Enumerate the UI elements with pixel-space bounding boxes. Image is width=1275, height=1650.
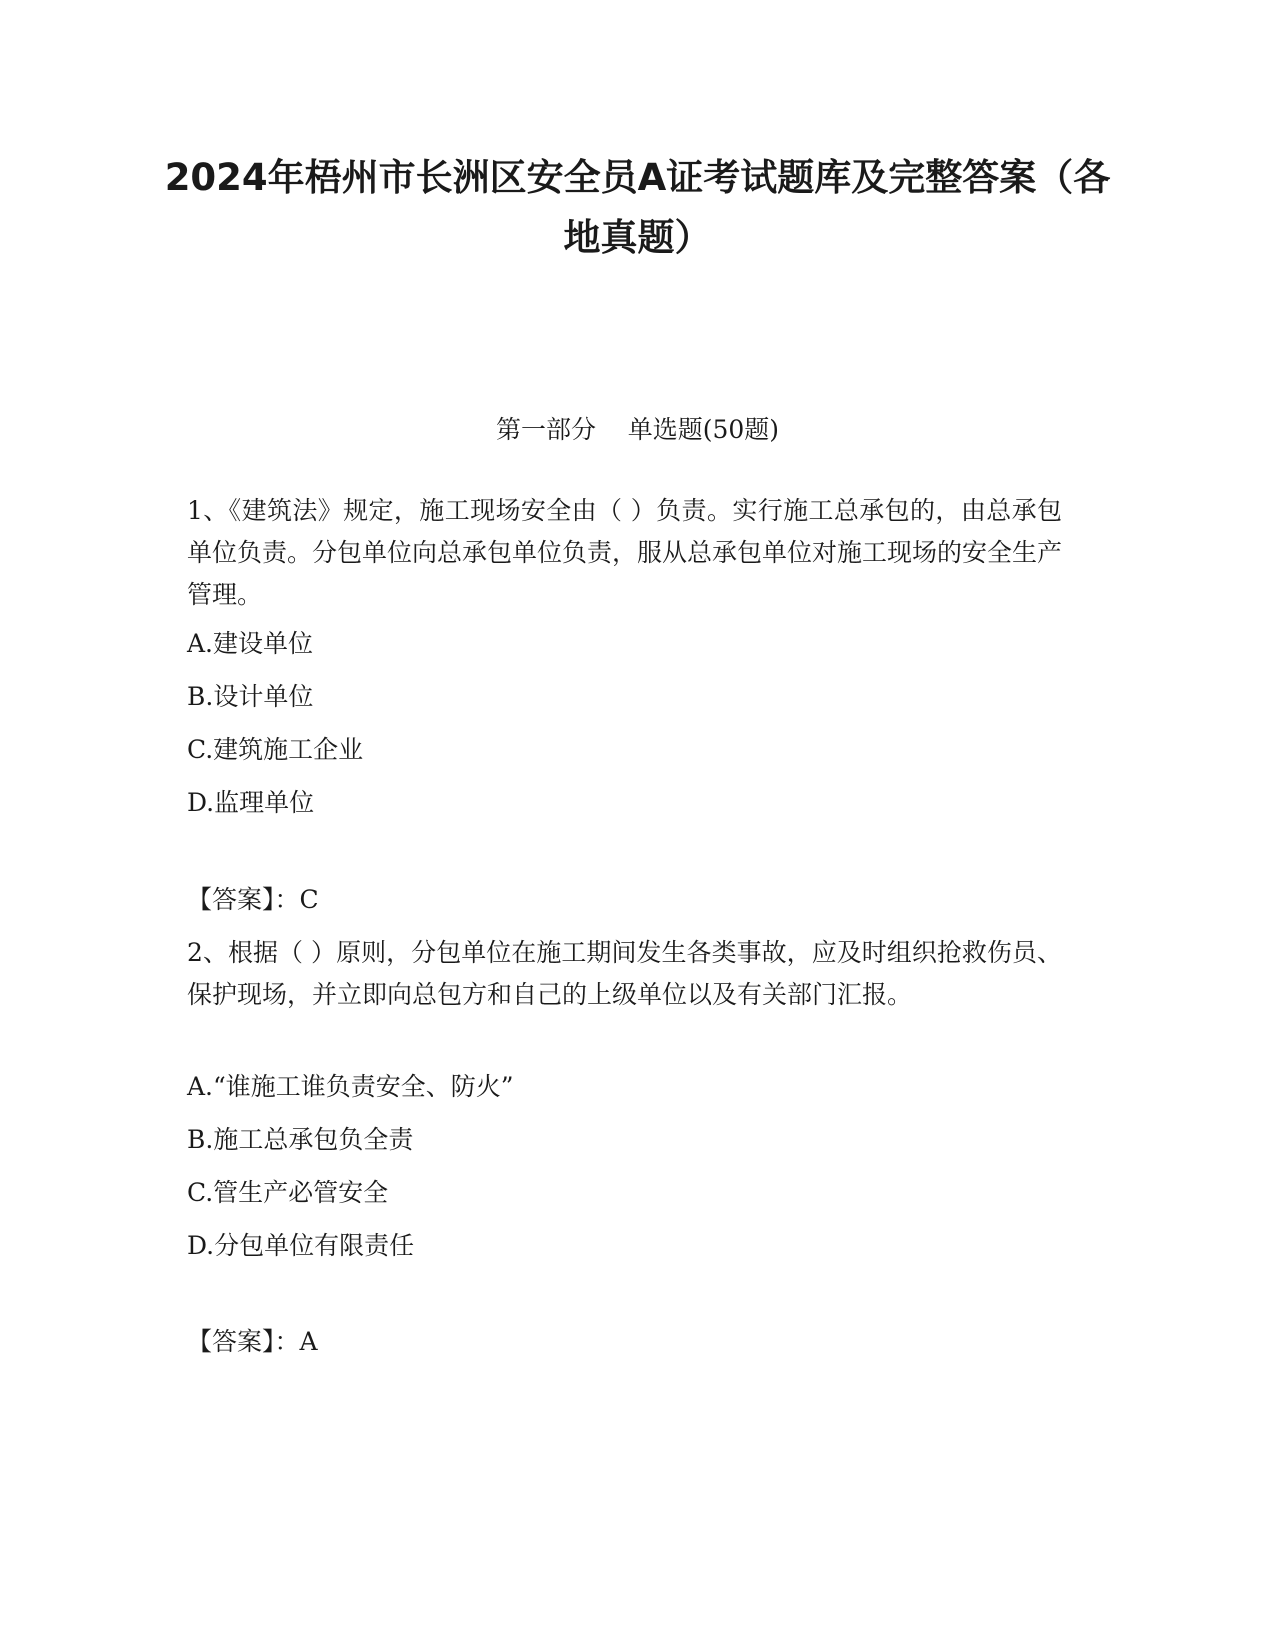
- question-1-option-b: B.设计单位: [187, 682, 314, 711]
- question-2-option-d: D.分包单位有限责任: [187, 1231, 415, 1260]
- question-1-stem: 1、《建筑法》规定，施工现场安全由（ ）负责。实行施工总承包的，由总承包单位负责。分包单位向总承包单位负责，服从总承包单位对施工现场的安全生产管理。: [187, 496, 1063, 609]
- document-title: 2024年梧州市长洲区安全员A证考试题库及完整答案（各地真题）: [164, 156, 1111, 259]
- question-1: [187, 490, 1062, 616]
- question-2-option-c: C.管生产必管安全: [187, 1178, 389, 1207]
- question-1-option-d: D.监理单位: [187, 788, 315, 817]
- question-2: [187, 932, 1062, 1016]
- question-2-answer: 【答案】：A: [187, 1327, 318, 1356]
- question-2-stem: 2、根据（ ）原则，分包单位在施工期间发生各类事故，应及时组织抢救伤员、保护现场，并立即向总包方和自己的上级单位以及有关部门汇报。: [187, 938, 1062, 1009]
- question-2-option-a: A.“谁施工谁负责安全、防火”: [187, 1072, 514, 1101]
- question-1-option-c: C.建筑施工企业: [187, 735, 364, 764]
- question-2-option-b: B.施工总承包负全责: [187, 1125, 414, 1154]
- question-1-option-a: A.建设单位: [187, 629, 314, 658]
- question-1-answer: 【答案】：C: [187, 885, 319, 914]
- section-heading: 第一部分 单选题(50题): [495, 415, 780, 444]
